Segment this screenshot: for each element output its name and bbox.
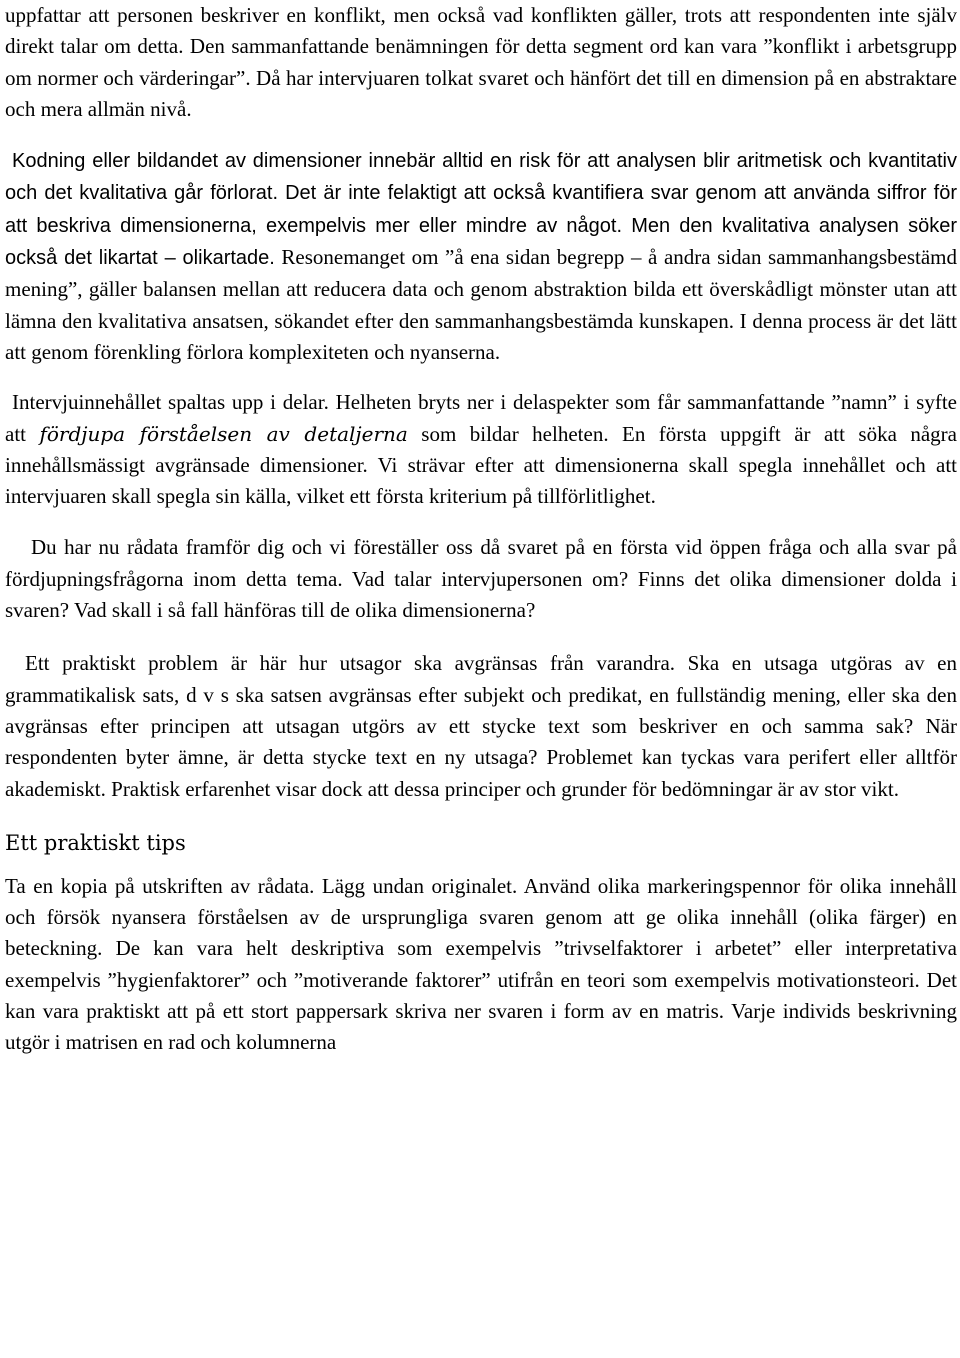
emphasis-deepen-understanding: fördjupa förståelsen av detaljerna xyxy=(39,421,408,446)
quantify-sentence: Det är inte felaktigt att också kvantifiera svar genom att använda siffror för att beskriva dimensionerna, exempelvis mer eller mindre av något. Men den kvalitativa analysen söker också det likartat – olikartade. xyxy=(5,182,957,270)
reasoning-sentence: Resonemanget om ”å ena sidan begrepp – å andra sidan sammanhangsbestämd mening”, gäller balansen mellan att reducera data och genom abstraktion bilda ett överskådligt mönster utan att lämna den kvalitativa ansatsen, sökandet efter den sammanhangsbestämda kunskapen. I denna process är det lätt att genom förenkling förlora komplexiteten och nyanserna. xyxy=(5,245,957,364)
paragraph-raw-data: Du har nu rådata framför dig och vi föreställer oss då svaret på en första vid öppen fråga och alla svar på fördjupningsfrågorna inom detta tema. Vad talar intervjupersonen om? Finns det olika dimensioner dolda i svaren? Vad skall i så fall hänföras till de olika dimensionerna? xyxy=(5,535,957,623)
paragraph-coding-dimensions xyxy=(5,145,957,368)
document-page xyxy=(5,0,957,1059)
interview-content-start: Intervjuinnehållet spaltas upp i delar. Helheten bryts ner i delaspekter som får sammanfattande ”namn” i syfte att xyxy=(5,390,957,446)
paragraph-conflict-summary: uppfattar att personen beskriver en konflikt, men också vad konflikten gäller, trots att respondenten inte själv direkt talar om detta. Den sammanfattande benämningen för detta segment ord kan vara ”konflikt i arbetsgrupp om normer och värderingar”. Då har intervjuaren tolkat svaret och hänfört det till en dimension på en abstraktare och mera allmän nivå. xyxy=(5,3,957,121)
interview-content-end: som bildar helheten. En första uppgift är att söka några innehållsmässigt avgränsade dimensioner. Vi strävar efter att dimensionerna skall spegla innehållet och att intervjuaren skall spegla sin källa, vilket ett första kriterium på tillförlitlighet. xyxy=(5,421,957,509)
paragraph-practical-tip: Ta en kopia på utskriften av rådata. Lägg undan originalet. Använd olika markeringspennor för olika innehåll och försök nyansera förståelsen av de ursprungliga svaren genom att ge olika innehåll (olika färger) en beteckning. De kan vara helt deskriptiva som exempelvis ”trivselfaktorer i arbetet” eller interpretativa exempelvis ”hygienfaktorer” och ”motiverande faktorer” utifrån en teori som exempelvis motivationsteori. Det kan vara praktiskt att på ett stort pappersark skriva ner svaren i form av en matris. Varje individs beskrivning utgör i matrisen en rad och kolumnerna xyxy=(5,873,957,1055)
section-heading-practical-tip: Ett praktiskt tips xyxy=(5,830,186,855)
paragraph-interview-content xyxy=(5,387,957,512)
paragraph-practical-problem: Ett praktiskt problem är här hur utsagor ska avgränsas från varandra. Ska en utsaga utgöras av en grammatikalisk sats, d v s ska satsen avgränsas efter subjekt och predikat, en fullständig mening, eller ska den avgränsas efter principen att utsagan utgörs av ett stycke text som beskriver en och samma sak? När respondenten byter ämne, är detta stycke text en ny utsaga? Problemet kan tyckas vara perifert eller alltför akademiskt. Praktisk erfarenhet visar dock att dessa principer och grunder för bedömningar är av stor vikt. xyxy=(5,651,957,801)
coding-sentence: Kodning eller bildandet av dimensioner innebär alltid en risk för att analysen blir aritmetisk och kvantitativ och det kvalitativa går förlorat. xyxy=(5,150,957,205)
